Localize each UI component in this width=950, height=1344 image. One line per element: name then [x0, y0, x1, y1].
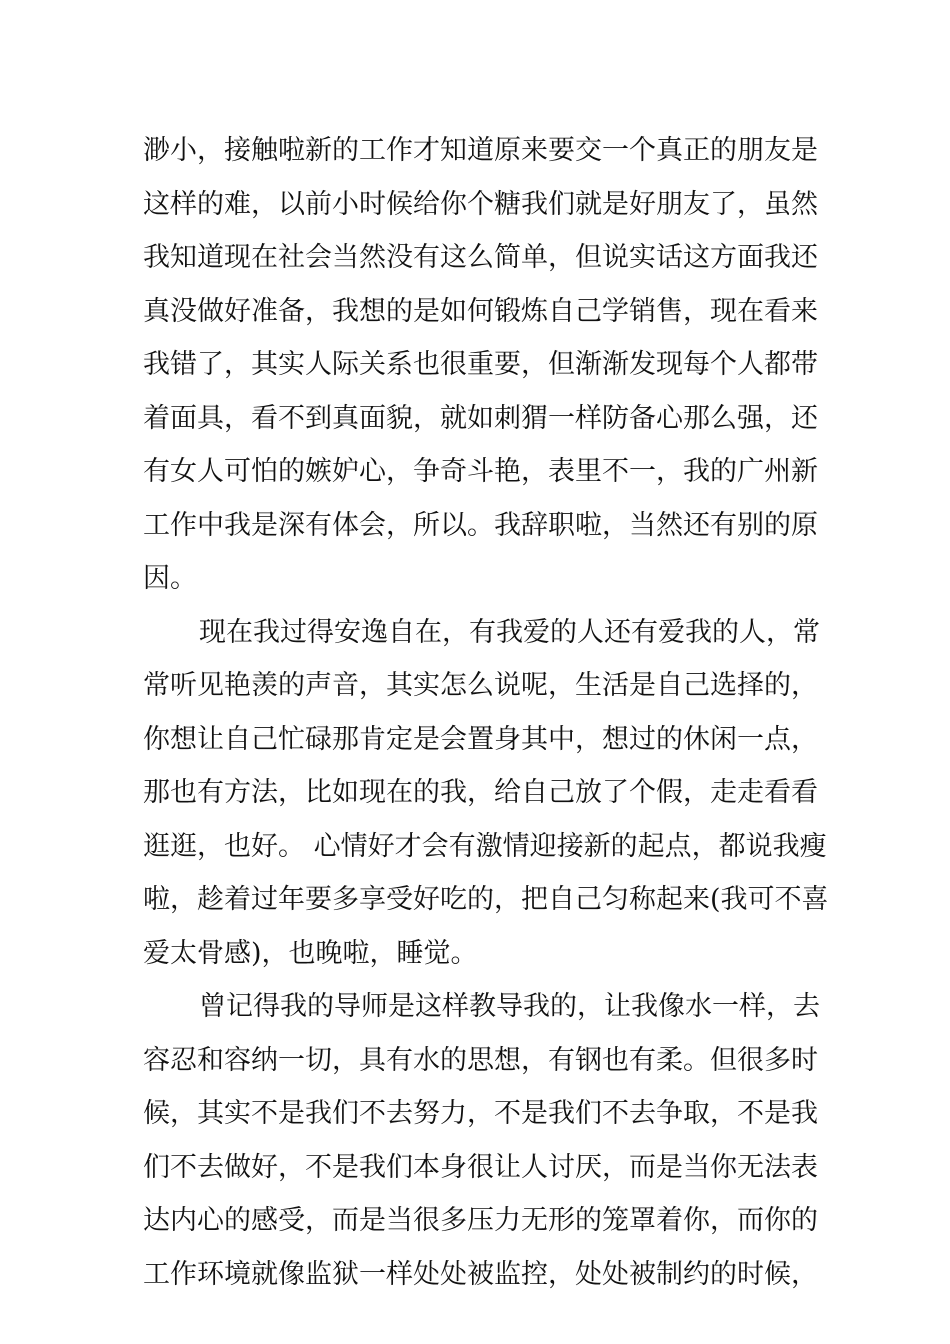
text-line: 爱太骨感)，也晚啦，睡觉。: [143, 937, 478, 969]
paragraph-start-line: 现在我过得安逸自在，有我爱的人还有爱我的人，常: [199, 616, 820, 648]
text-line: 常听见艳羡的声音，其实怎么说呢，生活是自己选择的，: [143, 670, 818, 701]
text-line: 工作环境就像监狱一样处处被监控，处处被制约的时候，: [143, 1258, 818, 1290]
text-line: 着面具，看不到真面貌，就如刺猬一样防备心那么强，还: [143, 402, 818, 434]
text-line: 我知道现在社会当然没有这么简单，但说实话这方面我还: [143, 242, 818, 273]
text-line: 啦，趁着过年要多享受好吃的，把自己匀称起来(我可不喜: [143, 884, 829, 915]
text-line: 们不去做好，不是我们本身很让人讨厌，而是当你无法表: [143, 1151, 818, 1183]
text-line: 这样的难，以前小时候给你个糖我们就是好朋友了，虽然: [143, 188, 818, 220]
body-text: [143, 124, 829, 1301]
text-line: 容忍和容纳一切，具有水的思想，有钢也有柔。但很多时: [143, 1044, 818, 1076]
text-line: 我错了，其实人际关系也很重要，但渐渐发现每个人都带: [143, 349, 818, 380]
text-line: 渺小，接触啦新的工作才知道原来要交一个真正的朋友是: [143, 135, 818, 166]
text-line: 你想让自己忙碌那肯定是会置身其中，想过的休闲一点，: [143, 723, 818, 755]
text-line: 有女人可怕的嫉妒心，争奇斗艳，表里不一，我的广州新: [143, 456, 818, 487]
paragraph-start-line: 曾记得我的导师是这样教导我的，让我像水一样，去: [199, 991, 820, 1022]
text-line: 因。: [143, 563, 197, 594]
text-line: 真没做好准备，我想的是如何锻炼自己学销售，现在看来: [143, 295, 818, 327]
text-line: 达内心的感受，而是当很多压力无形的笼罩着你，而你的: [143, 1205, 818, 1236]
text-line: 候，其实不是我们不去努力，不是我们不去争取，不是我: [143, 1098, 818, 1129]
text-line: 工作中我是深有体会，所以。我辞职啦，当然还有别的原: [143, 509, 818, 541]
text-line: 逛逛，也好。 心情好才会有激情迎接新的起点，都说我瘦: [143, 830, 827, 862]
text-line: 那也有方法，比如现在的我，给自己放了个假，走走看看: [143, 777, 818, 808]
